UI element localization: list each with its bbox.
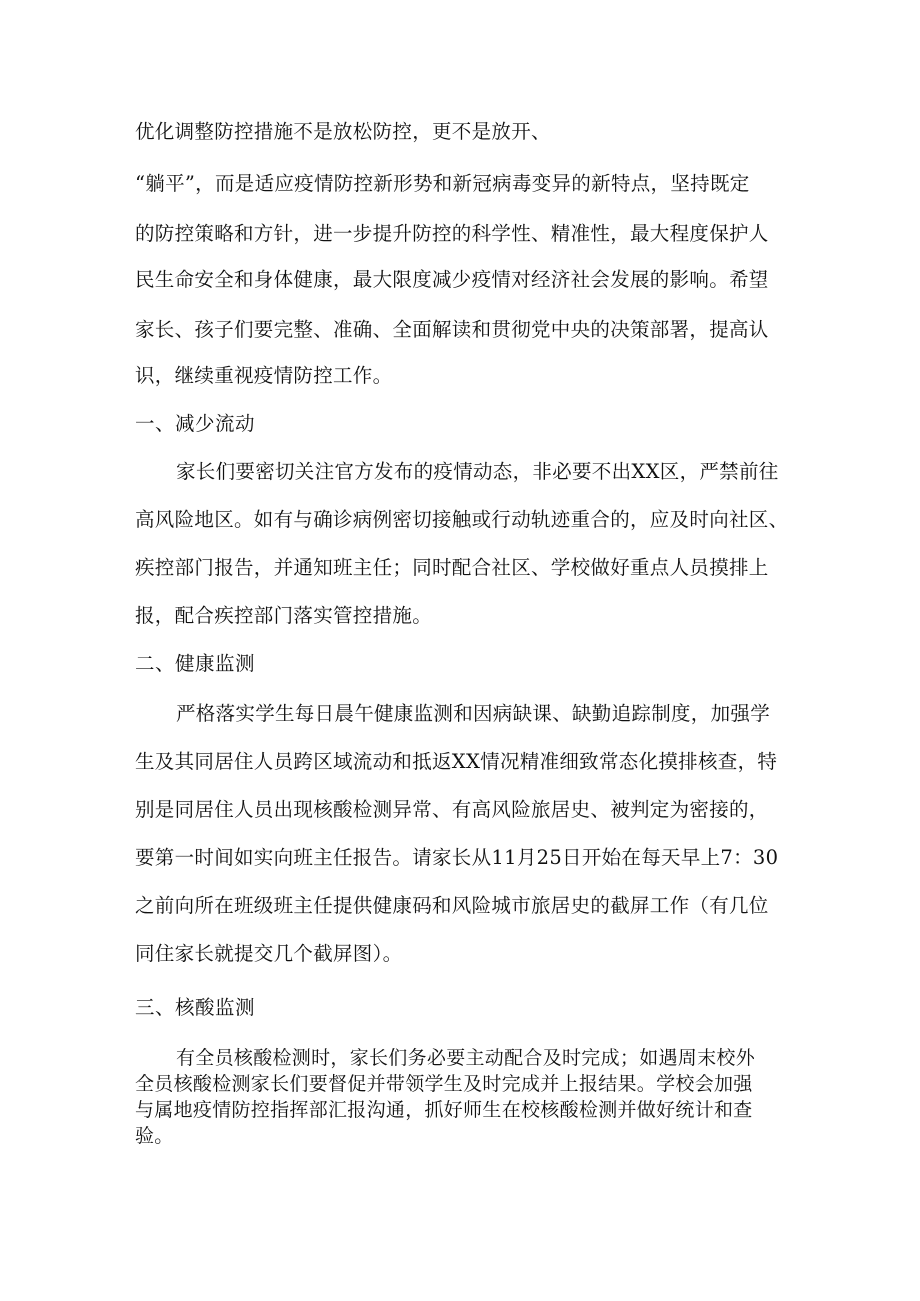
intro-line-3: 的防控策略和方针，进一步提升防控的科学性、精准性，最大程度保护人	[135, 222, 769, 245]
section2-line-5: 之前向所在班级班主任提供健康码和风险城市旅居史的截屏工作（有几位	[135, 894, 769, 917]
section2-line-4: 要第一时间如实向班主任报告。请家长从11月25日开始在每天早上7：30	[135, 846, 779, 869]
section-heading-reduce-movement: 一、减少流动	[135, 412, 256, 435]
section1-line-3: 疾控部门报告，并通知班主任；同时配合社区、学校做好重点人员摸排上	[135, 556, 769, 579]
intro-line-2: “躺平”，而是适应疫情防控新形势和新冠病毒变异的新特点，坚持既定	[135, 172, 750, 195]
section2-line-3: 别是同居住人员出现核酸检测异常、有高风险旅居史、被判定为密接的，	[135, 798, 769, 821]
intro-line-5: 家长、孩子们要完整、准确、全面解读和贯彻党中央的决策部署，提高认	[135, 318, 769, 341]
section3-line-2: 全员核酸检测家长们要督促并带领学生及时完成并上报结果。学校会加强	[135, 1073, 753, 1095]
section1-line-4: 报，配合疾控部门落实管控措施。	[135, 604, 433, 627]
intro-line-6: 识，继续重视疫情防控工作。	[135, 364, 393, 387]
section3-line-4: 验。	[135, 1125, 174, 1147]
section2-line-1: 严格落实学生每日晨午健康监测和因病缺课、缺勤追踪制度，加强学	[176, 702, 771, 725]
intro-line-1: 优化调整防控措施不是放松防控，更不是放开、	[135, 120, 551, 143]
section3-line-1: 有全员核酸检测时，家长们务必要主动配合及时完成；如遇周末校外	[176, 1047, 756, 1069]
section2-line-6: 同住家长就提交几个截屏图）。	[135, 942, 403, 965]
section-heading-nucleic-acid: 三、核酸监测	[135, 996, 256, 1019]
section3-line-3: 与属地疫情防控指挥部汇报沟通，抓好师生在校核酸检测并做好统计和查	[135, 1099, 753, 1121]
intro-line-4: 民生命安全和身体健康，最大限度减少疫情对经济社会发展的影响。希望	[135, 268, 769, 291]
section2-line-2: 生及其同居住人员跨区域流动和抵返XX情况精准细致常态化摸排核查，特	[135, 750, 778, 773]
section1-line-2: 高风险地区。如有与确诊病例密切接触或行动轨迹重合的，应及时向社区、	[135, 508, 789, 531]
section-heading-health-monitoring: 二、健康监测	[135, 652, 256, 675]
section1-line-1: 家长们要密切关注官方发布的疫情动态，非必要不出XX区，严禁前往	[176, 460, 779, 483]
